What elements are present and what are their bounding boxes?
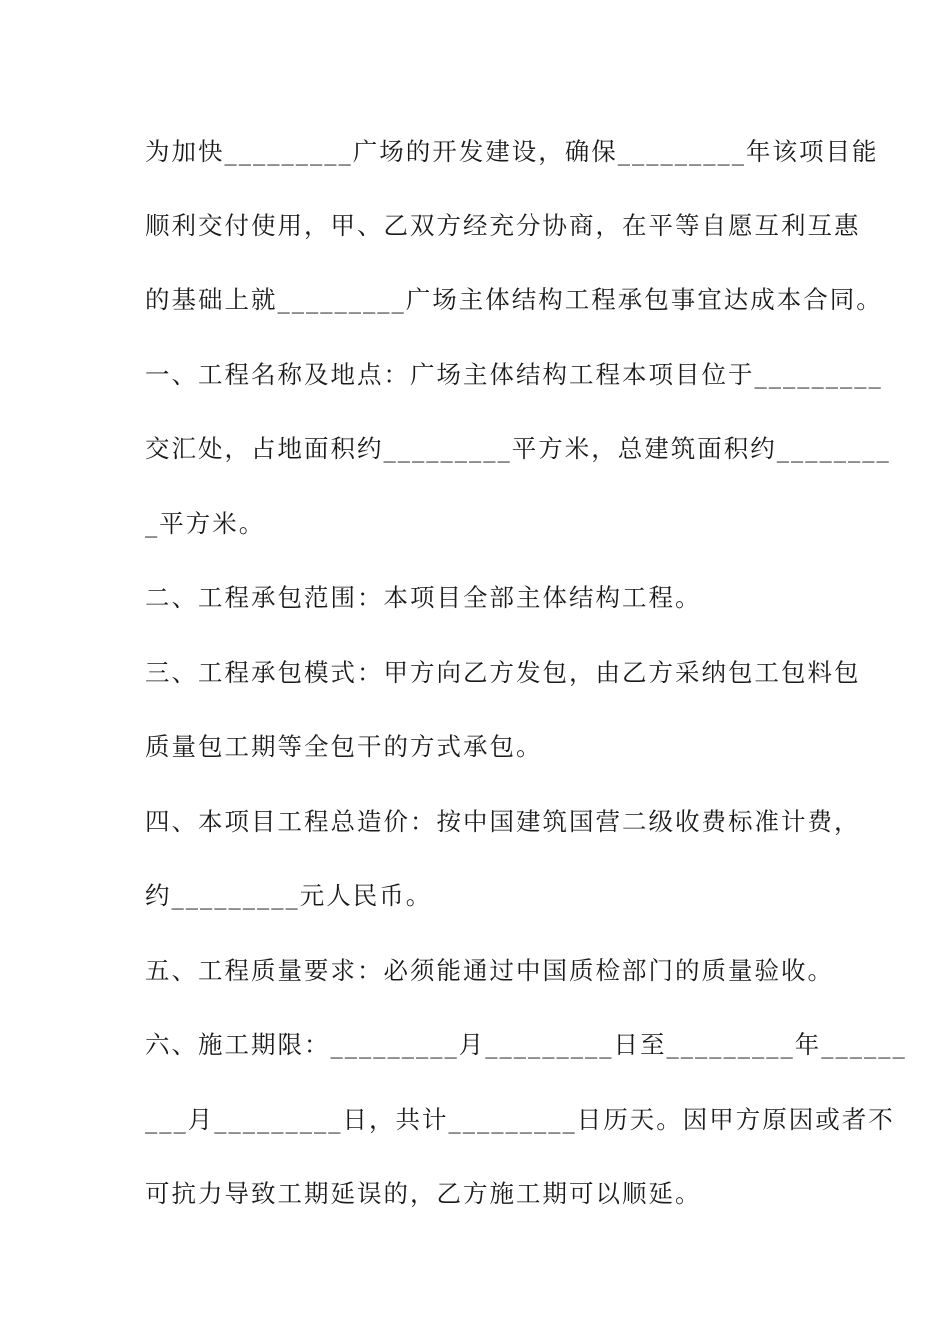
section-4-heading: 四、本项目工程总造价：按中国建筑国营二级收费标准计费， <box>145 807 861 836</box>
section-1-line-2: 交汇处，占地面积约_________平方米，总建筑面积约________ <box>145 434 891 463</box>
section-1-line-3: _平方米。 <box>145 509 266 538</box>
section-6-heading: 六、施工期限：_________月_________日至_________年______ <box>145 1030 907 1059</box>
paragraph-line-1: 为加快_________广场的开发建设，确保_________年该项目能 <box>145 137 879 166</box>
section-4-line-2: 约_________元人民币。 <box>145 881 433 910</box>
paragraph-line-3: 的基础上就_________广场主体结构工程承包事宜达成本合同。 <box>145 285 883 314</box>
section-5-heading: 五、工程质量要求：必须能通过中国质检部门的质量验收。 <box>145 956 834 985</box>
paragraph-line-2: 顺利交付使用，甲、乙双方经充分协商，在平等自愿互利互惠 <box>145 211 861 240</box>
section-6-line-2: ___月_________日，共计_________日历天。因甲方原因或者不 <box>145 1105 895 1134</box>
section-6-line-3: 可抗力导致工期延误的，乙方施工期可以顺延。 <box>145 1179 702 1208</box>
section-3-line-2: 质量包工期等全包干的方式承包。 <box>145 732 543 761</box>
section-2-heading: 二、工程承包范围：本项目全部主体结构工程。 <box>145 583 702 612</box>
section-1-heading: 一、工程名称及地点：广场主体结构工程本项目位于_________ <box>145 360 883 389</box>
section-3-heading: 三、工程承包模式：甲方向乙方发包，由乙方采纳包工包料包 <box>145 658 861 687</box>
